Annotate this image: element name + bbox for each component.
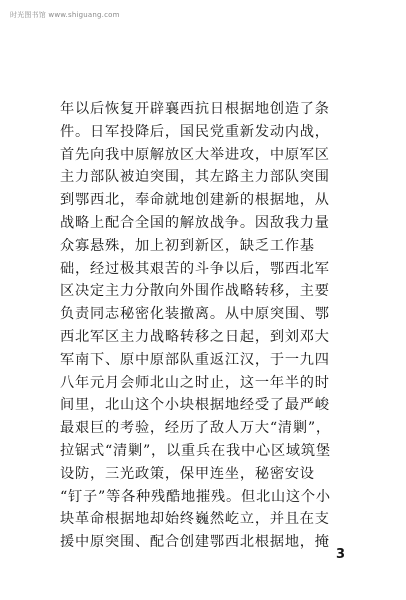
text-line: 最艰巨的考验，经历了敌人万大“清剿”， bbox=[60, 420, 331, 437]
text-line: 援中原突围、配合创建鄂西北根据地，掩 bbox=[60, 534, 330, 551]
text-line: 军南下、原中原部队重返江汉，于一九四 bbox=[60, 351, 330, 368]
body-text bbox=[60, 98, 360, 554]
text-line: “钉子”等各种残酷地摧残。但北山这个小 bbox=[60, 488, 331, 505]
text-line: 战略上配合全国的解放战争。因敌我力量 bbox=[60, 214, 330, 231]
text-line: 八年元月会师北山之时止，这一年半的时 bbox=[60, 374, 330, 391]
text-line: 众寡悬殊，加上初到新区，缺乏工作基 bbox=[60, 237, 315, 254]
text-line: 件。日军投降后，国民党重新发动内战， bbox=[60, 123, 330, 140]
text-line: 础，经过极其艰苦的斗争以后，鄂西北军 bbox=[60, 260, 330, 277]
text-line: 拉锯式“清剿”，以重兵在我中心区域筑堡 bbox=[60, 442, 331, 459]
text-line: 区决定主力分散向外围作战略转移，主要 bbox=[60, 283, 330, 300]
text-line: 间里，北山这个小块根据地经受了最严峻 bbox=[60, 397, 330, 414]
text-line: 设防，三光政策，保甲连坐，秘密安设 bbox=[60, 465, 315, 482]
text-line: 负责同志秘密化装撤离。从中原突围、鄂 bbox=[60, 306, 330, 323]
page-number: 3 bbox=[336, 547, 346, 562]
text-line: 西北军区主力战略转移之日起，到刘邓大 bbox=[60, 328, 330, 345]
text-line: 到鄂西北，奉命就地创建新的根据地，从 bbox=[60, 192, 330, 209]
text-line: 块革命根据地却始终巍然屹立，并且在支 bbox=[60, 511, 330, 528]
text-line: 年以后恢复开辟襄西抗日根据地创造了条 bbox=[60, 101, 330, 117]
text-line: 首先向我中原解放区大举进攻，中原军区 bbox=[60, 146, 330, 163]
text-line: 主力部队被迫突围，其左路主力部队突围 bbox=[60, 169, 330, 186]
site-watermark: 时光图书馆 www.shiguang.com bbox=[10, 11, 120, 19]
